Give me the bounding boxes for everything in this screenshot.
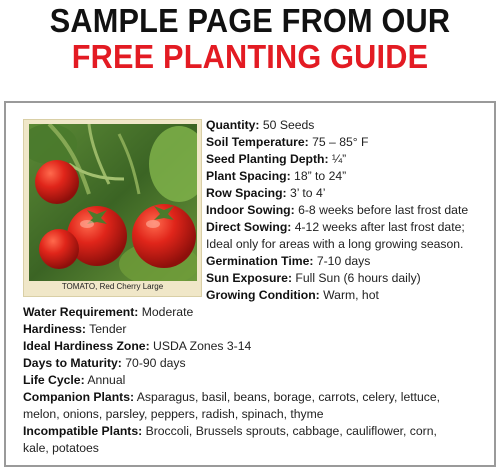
spec-incompatible-cont: [23, 440, 99, 456]
spec-incompatible: [23, 423, 437, 439]
spec-label: Ideal Hardiness Zone:: [23, 339, 150, 353]
spec-germination: [206, 253, 370, 269]
spec-value: 50 Seeds: [262, 118, 315, 132]
spec-value: Asparagus, basil, beans, borage, carrots, celery, lettuce,: [136, 390, 441, 404]
spec-direct-sowing-note: [206, 236, 463, 252]
spec-value: melon, onions, parsley, peppers, radish, spinach, thyme: [23, 407, 324, 421]
spec-value: ¼”: [331, 152, 347, 166]
spec-label: Plant Spacing:: [206, 169, 291, 183]
spec-label: Row Spacing:: [206, 186, 287, 200]
spec-plant-spacing: [206, 168, 346, 184]
spec-value: 70-90 days: [125, 356, 186, 370]
spec-label: Incompatible Plants:: [23, 424, 143, 438]
spec-value: Moderate: [141, 305, 194, 319]
spec-life-cycle: [23, 372, 125, 388]
spec-label: Soil Temperature:: [206, 135, 309, 149]
spec-value: USDA Zones 3-14: [153, 339, 252, 353]
spec-label: Life Cycle:: [23, 373, 85, 387]
spec-sun-exposure: [206, 270, 421, 286]
spec-value: Tender: [89, 322, 127, 336]
spec-label: Water Requirement:: [23, 305, 139, 319]
spec-value: 3’ to 4’: [289, 186, 326, 200]
spec-direct-sowing: [206, 219, 465, 235]
spec-label: Indoor Sowing:: [206, 203, 295, 217]
spec-water: [23, 304, 193, 320]
tomato-illustration: [29, 124, 197, 281]
spec-value: 18” to 24”: [294, 169, 347, 183]
spec-value: Broccoli, Brussels sprouts, cabbage, cauliflower, corn,: [145, 424, 437, 438]
spec-label: Hardiness:: [23, 322, 86, 336]
spec-label: Companion Plants:: [23, 390, 135, 404]
spec-maturity: [23, 355, 186, 371]
spec-seed-depth: [206, 151, 346, 167]
spec-companion: [23, 389, 440, 405]
spec-value: 6-8 weeks before last frost date: [298, 203, 469, 217]
spec-value: Full Sun (6 hours daily): [295, 271, 421, 285]
headline-line1: SAMPLE PAGE FROM OUR: [49, 2, 451, 39]
spec-row-spacing: [206, 185, 325, 201]
spec-indoor-sowing: [206, 202, 468, 218]
spec-hardiness: [23, 321, 126, 337]
spec-quantity: [206, 117, 314, 133]
spec-label: Sun Exposure:: [206, 271, 293, 285]
tomato-photo: [29, 124, 197, 281]
spec-value: 75 – 85° F: [312, 135, 369, 149]
spec-value: 4-12 weeks after last frost date;: [294, 220, 465, 234]
spec-soil-temperature: [206, 134, 368, 150]
spec-label: Germination Time:: [206, 254, 314, 268]
planting-guide-panel: [4, 101, 496, 467]
spec-value: 7-10 days: [316, 254, 371, 268]
spec-growing-condition: [206, 287, 379, 303]
spec-value: Ideal only for areas with a long growing season.: [206, 237, 464, 251]
spec-hardiness-zone: [23, 338, 251, 354]
spec-companion-cont: [23, 406, 324, 422]
spec-label: Seed Planting Depth:: [206, 152, 329, 166]
photo-card: [23, 119, 202, 297]
spec-value: Warm, hot: [323, 288, 379, 302]
spec-label: Days to Maturity:: [23, 356, 122, 370]
spec-value: kale, potatoes: [23, 441, 99, 455]
photo-caption: TOMATO, Red Cherry Large: [61, 282, 164, 291]
headline-line2: FREE PLANTING GUIDE: [71, 38, 429, 75]
spec-value: Annual: [87, 373, 126, 387]
spec-label: Direct Sowing:: [206, 220, 292, 234]
spec-label: Quantity:: [206, 118, 260, 132]
spec-label: Growing Condition:: [206, 288, 320, 302]
